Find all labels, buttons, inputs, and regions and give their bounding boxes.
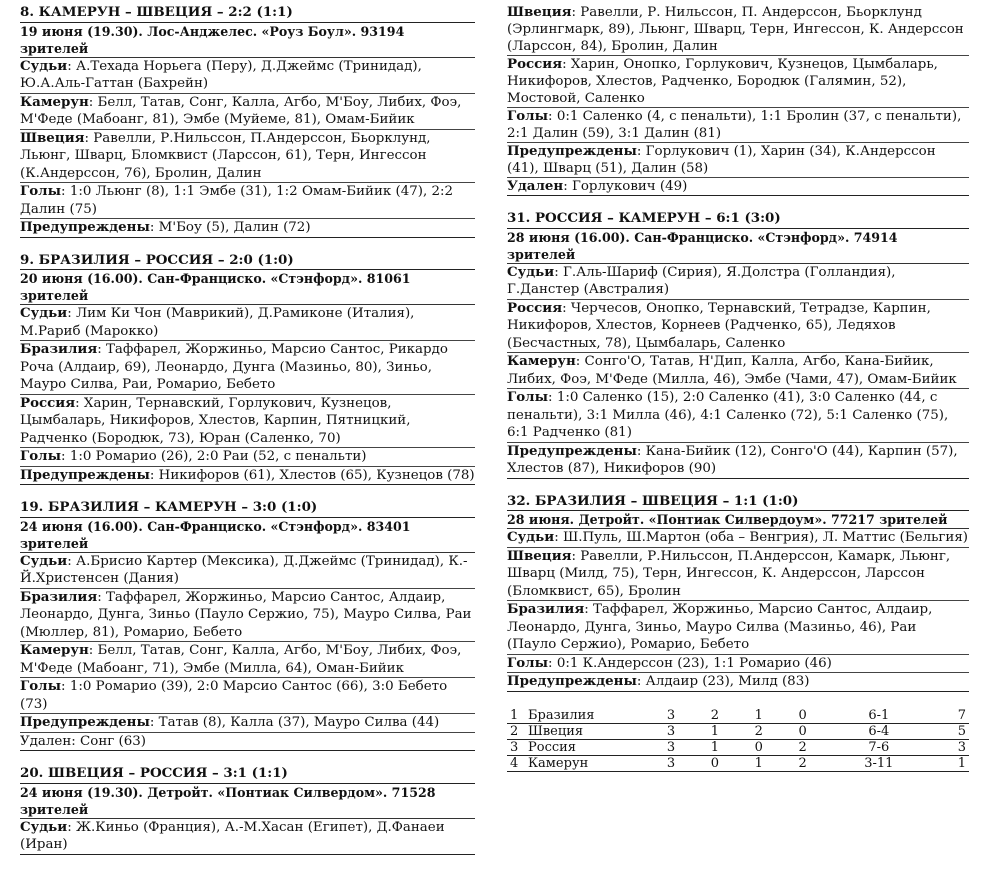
standings-cell: 2 — [781, 755, 825, 771]
match-detail — [507, 389, 969, 443]
right-column — [507, 4, 969, 772]
match-block — [507, 4, 969, 196]
detail-label: Бразилия — [20, 588, 98, 605]
standings-cell: 1 — [933, 755, 969, 771]
detail-label: Судьи — [507, 529, 555, 545]
match-title: 32. БРАЗИЛИЯ – ШВЕЦИЯ – 1:1 (1:0) — [507, 493, 969, 512]
detail-text: : Равелли, Р. Нильссон, П. Андерссон, Бьорклунд (Эрлингмарк, 89), Льюнг, Шварц, Терн, Ингессон, К. Андерссон (Ларссон, 84), Бролин, Далин — [507, 5, 964, 54]
detail-text: : Сонго'О, Татав, Н'Дип, Калла, Агбо, Кана-Бийик, Либих, Фоэ, М'Феде (Милла, 46), Эмбе (Чами, 47), Омам-Бийик — [507, 354, 957, 387]
match-block — [507, 493, 969, 692]
detail-text: : Белл, Татав, Сонг, Калла, Агбо, М'Боу, Либих, Фоэ, М'Феде (Мабоанг, 71), Эмбе (Милла, 64), Оман-Бийик — [20, 643, 462, 676]
detail-label: Предупреждены — [20, 466, 150, 483]
match-detail — [20, 305, 475, 341]
match-info: 20 июня (16.00). Сан-Франциско. «Стэнфорд». 81061 зрителей — [20, 270, 475, 305]
match-detail — [20, 448, 475, 467]
detail-text: : Белл, Татав, Сонг, Калла, Агбо, М'Боу, Либих, Фоэ, М'Феде (Мабоанг, 81), Эмбе (Муйеме, 81), Омам-Бийик — [20, 94, 462, 127]
detail-label: Судьи — [507, 263, 555, 280]
detail-text: : Горлукович (1), Харин (34), К.Андерссон (41), Шварц (51), Далин (58) — [507, 144, 936, 176]
detail-text: : 0:1 Саленко (4, с пенальти), 1:1 Бролин (37, с пенальти), 2:1 Далин (59), 3:1 Далин (81) — [507, 109, 962, 141]
standings-cell: 0 — [737, 739, 781, 755]
detail-label: Голы — [20, 448, 62, 464]
detail-text: : Таффарел, Жоржиньо, Марсио Сантос, Алдаир, Леонардо, Дунга, Зиньо, Мауро Силва (Мазиньо, 46), Раи (Пауло Сержио), Ромарио, Бебето — [507, 602, 933, 652]
standings-row — [507, 723, 969, 739]
detail-label: Голы — [20, 183, 62, 199]
detail-text: : А.Техада Норьега (Перу), Д.Джеймс (Тринидад), Ю.А.Аль-Гаттан (Бахрейн) — [20, 58, 422, 91]
detail-label: Предупреждены — [20, 714, 150, 730]
match-detail — [507, 353, 969, 389]
match-detail — [507, 655, 969, 674]
right-matches — [507, 4, 969, 692]
detail-text: Удален: Сонг (63) — [20, 733, 147, 749]
match-detail — [20, 678, 475, 714]
standings-cell: 7 — [933, 708, 969, 724]
standings-cell: 1 — [507, 708, 525, 724]
detail-text: : А.Брисио Картер (Мексика), Д.Джеймс (Тринидад), К.-Й.Христенсен (Дания) — [20, 553, 468, 586]
detail-text: : Таффарел, Жоржиньо, Марсио Сантос, Рикардо Роча (Алдаир, 69), Леонардо, Дунга (Мазиньо, 80), Зиньо, Мауро Силва, Раи, Ромарио, Бебето — [20, 342, 448, 392]
standings-row — [507, 708, 969, 724]
match-info: 19 июня (19.30). Лос-Анджелес. «Роуз Боул». 93194 зрителей — [20, 23, 475, 58]
standings-cell: 3 — [649, 723, 693, 739]
match-info: 24 июня (16.00). Сан-Франциско. «Стэнфорд». 83401 зрителей — [20, 518, 475, 553]
left-column — [20, 4, 475, 869]
match-block — [20, 4, 475, 238]
detail-label: Голы — [507, 389, 549, 405]
standings-cell: 3-11 — [825, 755, 933, 771]
standings-cell: 2 — [507, 723, 525, 739]
match-title: 20. ШВЕЦИЯ – РОССИЯ – 3:1 (1:1) — [20, 765, 475, 784]
standings-cell: 3 — [507, 739, 525, 755]
detail-label: Швеция — [507, 547, 572, 564]
standings-body — [507, 708, 969, 772]
match-detail — [20, 183, 475, 219]
match-detail — [507, 673, 969, 692]
detail-text: : 1:0 Льюнг (8), 1:1 Эмбе (31), 1:2 Омам-Бийик (47), 2:2 Далин (75) — [20, 184, 454, 217]
match-detail — [20, 553, 475, 589]
detail-label: Предупреждены — [507, 442, 637, 459]
standings-cell: 7-6 — [825, 739, 933, 755]
standings-cell: 0 — [781, 723, 825, 739]
detail-text: : Г.Аль-Шариф (Сирия), Я.Долстра (Голландия), Г.Данстер (Австралия) — [507, 264, 896, 297]
match-title: 31. РОССИЯ – КАМЕРУН – 6:1 (3:0) — [507, 210, 969, 229]
detail-text: : Ш.Пуль, Ш.Мартон (оба – Венгрия), Л. Маттис (Бельгия) — [554, 530, 969, 545]
match-detail — [507, 178, 969, 196]
standings-cell: Камерун — [525, 755, 649, 771]
detail-text: : Черчесов, Онопко, Тернавский, Тетрадзе, Карпин, Никифоров, Хлестов, Корнеев (Радченко, 65), Ледяхов (Бесчастных, 78), Цымбаларь, Саленко — [507, 300, 931, 351]
standings-cell: 6-4 — [825, 723, 933, 739]
standings-cell: 1 — [737, 708, 781, 724]
standings-cell: 3 — [649, 755, 693, 771]
detail-label: Голы — [507, 654, 549, 671]
detail-label: Предупреждены — [507, 673, 637, 689]
detail-text: : Равелли, Р.Нильссон, П.Андерссон, Камарк, Льюнг, Шварц (Милд, 75), Терн, Ингессон, К. Андерссон, Ларссон (Бломквист, 65), Бролин — [507, 548, 951, 599]
detail-label: Швеция — [20, 129, 85, 146]
standings-cell: 2 — [781, 739, 825, 755]
match-detail — [20, 341, 475, 395]
standings-cell: Бразилия — [525, 708, 649, 724]
detail-label: Камерун — [507, 353, 576, 369]
detail-text: : Харин, Тернавский, Горлукович, Кузнецов, Цымбаларь, Никифоров, Хлестов, Карпин, Пятницкий, Радченко (Бородюк, 73), Юран (Саленко, 70) — [20, 395, 411, 446]
match-detail — [507, 108, 969, 143]
standings-cell: 0 — [781, 708, 825, 724]
detail-text: : Лим Ки Чон (Маврикий), Д.Рамиконе (Италия), М.Рариб (Марокко) — [20, 306, 415, 339]
standings-cell: Швеция — [525, 723, 649, 739]
detail-label: Судьи — [20, 57, 68, 74]
match-detail — [20, 819, 475, 855]
detail-text: : Татав (8), Калла (37), Мауро Силва (44) — [149, 715, 440, 730]
match-detail — [20, 733, 475, 752]
standings-cell: 1 — [737, 755, 781, 771]
standings-cell: 5 — [933, 723, 969, 739]
match-info: 28 июня. Детройт. «Понтиак Силвердоум». 77217 зрителей — [507, 511, 969, 529]
detail-text: : Таффарел, Жоржиньо, Марсио Сантос, Алдаир, Леонардо, Дунга, Зиньо (Пауло Сержио, 75), Мауро Силва, Раи (Мюллер, 81), Ромарио, Бебето — [20, 589, 472, 640]
standings-cell: 3 — [649, 708, 693, 724]
standings-cell: 0 — [693, 755, 737, 771]
detail-text: : 1:0 Саленко (15), 2:0 Саленко (41), 3:0 Саленко (44, с пенальти), 3:1 Милла (46), 4:1 Саленко (72), 5:1 Саленко (75), 6:1 Радченко (81) — [507, 390, 949, 440]
match-detail — [20, 642, 475, 678]
match-detail — [507, 143, 969, 178]
match-detail — [507, 300, 969, 354]
match-detail — [507, 529, 969, 548]
standings-cell: 2 — [737, 723, 781, 739]
match-info: 28 июня (16.00). Сан-Франциско. «Стэнфорд». 74914 зрителей — [507, 229, 969, 264]
match-detail — [20, 219, 475, 238]
detail-label: Россия — [20, 394, 76, 411]
standings-cell: Россия — [525, 739, 649, 755]
match-detail — [507, 443, 969, 479]
detail-text: : 0:1 К.Андерссон (23), 1:1 Ромарио (46) — [548, 655, 832, 671]
match-block — [507, 210, 969, 479]
detail-text: : Харин, Онопко, Горлукович, Кузнецов, Цымбаларь, Никифоров, Хлестов, Радченко, Бородюк (Галямин, 52), Мостовой, Саленко — [507, 57, 938, 106]
detail-label: Предупреждены — [20, 219, 150, 235]
detail-label: Судьи — [20, 818, 68, 835]
match-title: 19. БРАЗИЛИЯ – КАМЕРУН – 3:0 (1:0) — [20, 499, 475, 518]
standings-cell: 3 — [649, 739, 693, 755]
match-detail — [507, 4, 969, 56]
detail-label: Бразилия — [507, 601, 585, 617]
detail-label: Россия — [507, 56, 563, 72]
standings-cell: 3 — [933, 739, 969, 755]
detail-label: Бразилия — [20, 341, 98, 357]
match-info: 24 июня (19.30). Детройт. «Понтиак Силвердом». 71528 зрителей — [20, 784, 475, 819]
detail-label: Судьи — [20, 552, 68, 569]
match-detail — [507, 56, 969, 108]
detail-text: : Алдаир (23), Милд (83) — [636, 674, 810, 689]
detail-label: Предупреждены — [507, 143, 637, 159]
detail-label: Судьи — [20, 305, 68, 321]
match-detail — [20, 94, 475, 130]
standings-cell: 4 — [507, 755, 525, 771]
standings-cell: 6-1 — [825, 708, 933, 724]
detail-label: Камерун — [20, 93, 89, 110]
match-detail — [20, 395, 475, 449]
group-standings-table — [507, 708, 969, 772]
detail-label: Удален — [507, 178, 564, 194]
match-block — [20, 765, 475, 855]
detail-text: : Равелли, Р.Нильссон, П.Андерссон, Бьорклунд, Льюнг, Шварц, Бломквист (Ларссон, 61), Терн, Ингессон (К.Андерссон, 76), Бролин, Далин — [20, 130, 431, 181]
detail-label: Голы — [507, 108, 549, 124]
match-detail — [20, 130, 475, 184]
match-block — [20, 252, 475, 486]
detail-label: Камерун — [20, 642, 89, 658]
detail-label: Россия — [507, 299, 563, 316]
match-block — [20, 499, 475, 751]
detail-label: Швеция — [507, 4, 572, 20]
match-title: 9. БРАЗИЛИЯ – РОССИЯ – 2:0 (1:0) — [20, 252, 475, 271]
standings-cell: 1 — [693, 723, 737, 739]
match-title: 8. КАМЕРУН – ШВЕЦИЯ – 2:2 (1:1) — [20, 4, 475, 23]
detail-text: : Кана-Бийик (12), Сонго'О (44), Карпин (57), Хлестов (87), Никифоров (90) — [507, 443, 958, 476]
standings-row — [507, 739, 969, 755]
detail-text: : 1:0 Ромарио (26), 2:0 Раи (52, с пенальти) — [61, 449, 367, 464]
match-detail — [507, 601, 969, 655]
match-detail — [20, 589, 475, 643]
match-detail — [20, 467, 475, 486]
detail-label: Голы — [20, 678, 62, 694]
match-detail — [20, 58, 475, 94]
standings-cell: 2 — [693, 708, 737, 724]
standings-row — [507, 755, 969, 771]
standings-cell: 1 — [693, 739, 737, 755]
match-detail — [507, 264, 969, 300]
detail-text: : Горлукович (49) — [563, 179, 688, 194]
match-detail — [20, 714, 475, 733]
detail-text: : Ж.Киньо (Франция), А.-М.Хасан (Египет), Д.Фанаеи (Иран) — [20, 819, 445, 852]
detail-text: : 1:0 Ромарио (39), 2:0 Марсио Сантос (66), 3:0 Бебето (73) — [20, 679, 448, 712]
detail-text: : М'Боу (5), Далин (72) — [149, 220, 311, 235]
detail-text: : Никифоров (61), Хлестов (65), Кузнецов (78) — [149, 467, 475, 483]
match-detail — [507, 548, 969, 602]
